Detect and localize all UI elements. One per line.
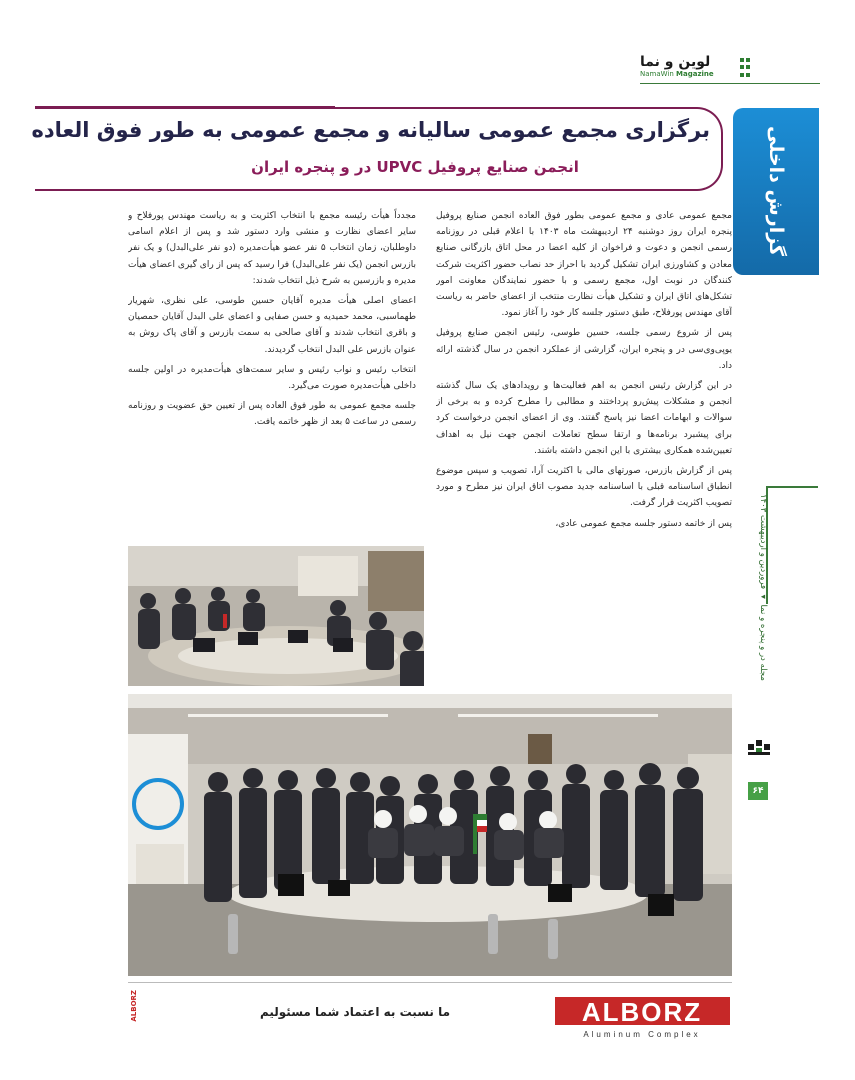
alborz-logo [555,995,730,1041]
paragraph: مجمع عمومی عادی و مجمع عمومی بطور فوق العاده انجمن صنایع پروفیل پنجره ایران روز دوشنبه ۲۴ اردیبهشت ماه ۱۴۰۳ با اعلام قبلی در روزنامه رسمی انجمن و دعوت و فراخوان از کلیه اعضا در محل اتاق بازرگانی صنایع معادن و کشاورزی ایران تشکیل گردید با احراز حد نصاب حضور اکثریت شرکت کنندگان در نوبت اول، مجمع رسمی و با حضور نمایندگان معاونت امور تشکل‌های اتاق ایران و تشکیل هیأت نظارت منتخب از اعضای حاضر به ریاست آقای مهندس پورفلاح، طبق دستور جلسه کار خود را آغاز نمود. [436,211,732,319]
paragraph: پس از خاتمه دستور جلسه مجمع عمومی عادی، [555,518,732,529]
issue-info-text: مجله در و پنجره و نما ◂ فروردین و اردیبهشت ۱۴۰۳ [758,494,768,681]
footer-side-brand [124,990,138,1038]
paragraph: انتخاب رئیس و نواب رئیس و سایر سمت‌های هیأت‌مدیره در اولین جلسه داخلی هیأت‌مدیره صورت می‌گیرد. [128,364,416,392]
margin-rule-horizontal [768,486,818,488]
paragraph: پس از شروع رسمی جلسه، حسین طوسی، رئیس انجمن صنایع پروفیل یوپی‌وی‌سی در و پنجره ایران، گزارشی از عملکرد انجمن در سال گذشته ارائه داد. [436,328,732,371]
paragraph: اعضای اصلی هیأت مدیره آقایان حسین طوسی، علی نظری، شهریار طهماسبی، محمد حمیدیه و حسن صفایی و اعضای علی البدل آقایان حمصیان و باقری انتخاب شدند و آقای صالحی به سمت بازرس و آقای پاک روش به عنوان بازرس علی البدل انتخاب گردیدند. [128,296,416,355]
title-accent-line [35,106,335,109]
article-subtitle: انجمن صنایع پروفیل UPVC در و پنجره ایران [251,158,579,176]
magazine-logo-en: NamaWin Magazine [640,70,714,78]
section-label: گزارش داخلی [765,126,787,257]
magazine-logo [640,54,740,82]
alborz-logo-text: ALBORZ [581,997,703,1027]
alborz-logo-sub: Aluminum Complex [583,1030,701,1039]
issue-info [754,494,768,754]
paragraph: پس از گزارش بازرس، صورتهای مالی با اکثریت آرا، تصویب و سپس موضوع انطباق اساسنامه قبلی با اساسنامه جدید مصوب اتاق ایران نیز مطرح و مورد تصویب اکثریت قرار گرفت. [436,466,732,509]
meeting-table-photo [128,546,424,686]
article-column-right [436,208,732,688]
article-column-left [128,208,416,538]
paragraph: مجدداً هیأت رئیسه مجمع با انتخاب اکثریت و به ریاست مهندس پورفلاح و سایر اعضای نظارت و منشی وارد دستور شد و پس از اعلام اسامی داوطلبان، زمان انتخاب ۵ نفر عضو هیأت‌مدیره (دو نفر علی‌البدل) و یک نفر بازرس انجمن (یک نفر علی‌البدل) فرا رسید که پس از رای گیری اعضای هیأت مدیره و بازرسین به شرح ذیل انتخاب شدند: [128,211,416,286]
article-title: برگزاری مجمع عمومی سالیانه و مجمع عمومی به طور فوق العاده [31,118,710,142]
logo-grid-icon [740,58,750,78]
masthead-rule [640,83,820,84]
page-number: ۶۴ [748,782,768,800]
footer-slogan: ما نسبت به اعتماد شما مسئولیم [259,1005,451,1019]
section-tab-label-wrap [733,108,819,275]
footer-side-brand-text: ALBORZ [130,990,138,1022]
magazine-logo-fa: لوین و نما [640,54,711,70]
paragraph: جلسه مجمع عمومی به طور فوق العاده پس از تعیین حق عضویت و روزنامه رسمی در ساعت ۵ بعد از ظهر خاتمه یافت. [128,401,416,428]
footer-rule [128,982,732,983]
paragraph: در این گزارش رئیس انجمن به اهم فعالیت‌ها و رویدادهای یک سال گذشته انجمن و مشکلات پیش‌رو پرداختند و مطالبی را مطرح کرده و به برخی از سوالات و ابهامات اعضا نیز پاسخ گفتند. وی از اعضای انجمن درخواست کرد برای پیشبرد برنامه‌ها و ارتقا سطح تعاملات انجمن جهت نیل به اهداف تعیین‌شده همکاری بیشتری با این انجمن داشته باشند. [436,381,732,456]
magazine-mini-logo-icon [748,740,770,758]
group-photo [128,694,732,976]
